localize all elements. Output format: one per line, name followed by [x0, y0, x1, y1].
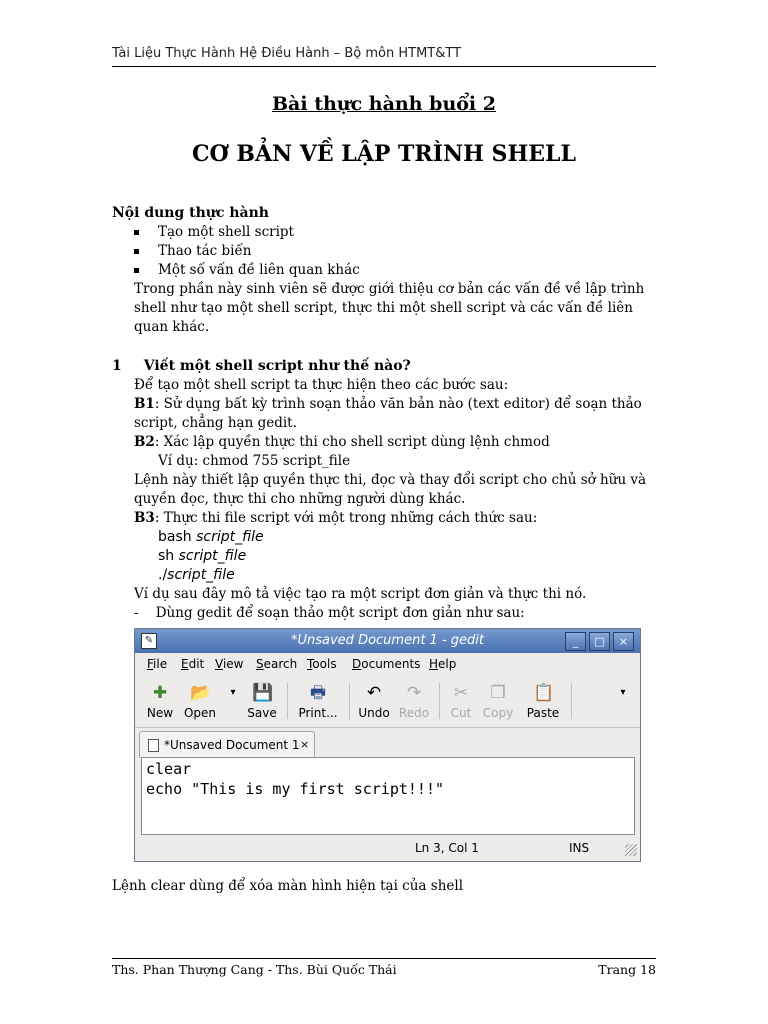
intro-paragraph: Trong phần này sinh viên sẽ được giới thiệu cơ bản các vấn đề về lập trình shell như tạo một shell script, thực thi một shell script và các vấn đề liên quan khác.	[134, 281, 645, 335]
window-title: *Unsaved Document 1 - gedit	[291, 633, 484, 648]
section-1-heading	[112, 357, 656, 376]
step-b2-label: B2	[134, 434, 155, 450]
command-line	[112, 566, 656, 585]
command-line	[112, 547, 656, 566]
tool-label: Copy	[482, 706, 514, 720]
print-button[interactable]	[295, 683, 341, 720]
chevron-down-icon: ▾	[620, 687, 626, 698]
command-line	[112, 528, 656, 547]
menu-search[interactable]	[256, 657, 297, 671]
list-item-text: Một số vấn đề liên quan khác	[158, 262, 360, 278]
step-b3	[112, 509, 656, 528]
close-window-button[interactable]: ×	[613, 632, 634, 651]
tool-label: Paste	[526, 706, 560, 720]
running-header: Tài Liệu Thực Hành Hệ Điều Hành – Bộ môn HTMT&TT	[112, 46, 462, 61]
menu-documents[interactable]	[352, 657, 420, 671]
gedit-window	[134, 628, 641, 862]
menu-rest: ocuments	[361, 657, 421, 671]
tab-close-icon[interactable]: ×	[300, 738, 310, 751]
menu-mnemonic: V	[215, 657, 223, 671]
footer-page-number: Trang 18	[598, 962, 656, 977]
menu-rest: earch	[263, 657, 298, 671]
tool-label: Save	[247, 706, 277, 720]
menu-rest: ools	[312, 657, 337, 671]
main-title: CƠ BẢN VỀ LẬP TRÌNH SHELL	[192, 141, 576, 167]
menu-bar	[135, 653, 640, 675]
new-document-icon: ✚	[152, 683, 168, 703]
menu-mnemonic: E	[181, 657, 189, 671]
toolbar-overflow-button[interactable]	[613, 683, 627, 706]
menu-rest: elp	[438, 657, 457, 671]
example-intro: Ví dụ sau đây mô tả việc tạo ra một script đơn giản và thực thi nó.	[134, 586, 587, 602]
menu-rest: dit	[188, 657, 205, 671]
copy-icon: ❐	[490, 683, 506, 703]
content-heading: Nội dung thực hành	[112, 205, 269, 221]
step-b1-label: B1	[134, 396, 155, 412]
text-editor-area[interactable]	[141, 757, 635, 835]
new-button[interactable]	[143, 683, 177, 720]
tab-unsaved-document-1[interactable]	[139, 731, 315, 758]
document-tab-strip	[135, 729, 640, 757]
footer-authors: Ths. Phan Thượng Cang - Ths. Bùi Quốc Thái	[112, 962, 397, 977]
cursor-position: Ln 3, Col 1	[415, 841, 479, 855]
minimize-button[interactable]: _	[565, 632, 586, 651]
tool-label: New	[146, 706, 174, 720]
copy-button[interactable]	[481, 683, 515, 720]
bullet-icon	[134, 230, 139, 235]
window-titlebar[interactable]	[135, 629, 640, 653]
menu-mnemonic: S	[256, 657, 264, 671]
cut-button[interactable]	[447, 683, 475, 720]
tool-label: Print...	[298, 706, 338, 720]
open-folder-icon: 📂	[190, 683, 212, 703]
content-section	[112, 204, 656, 337]
menu-view[interactable]	[215, 657, 243, 671]
toolbar-separator	[439, 683, 440, 719]
section-1-title: Viết một shell script như thế nào?	[143, 358, 411, 374]
menu-mnemonic: T	[307, 657, 313, 671]
undo-button[interactable]	[357, 683, 391, 720]
toolbar-separator	[287, 683, 288, 719]
menu-mnemonic: D	[352, 657, 362, 671]
step-b2-example: Ví dụ: chmod 755 script_file	[158, 453, 351, 469]
step-b2	[112, 433, 656, 452]
save-disk-icon: 💾	[252, 683, 274, 703]
header-rule	[112, 66, 656, 67]
content-bullet-list	[112, 223, 656, 280]
list-item	[112, 261, 656, 280]
maximize-button[interactable]: □	[589, 632, 610, 651]
command-name: ./	[158, 567, 168, 583]
dash-item: - Dùng gedit để soạn thảo một script đơn giản như sau:	[134, 605, 525, 621]
gedit-app-icon[interactable]: ✎	[141, 633, 157, 649]
section-1-number: 1	[112, 358, 122, 374]
redo-icon: ↷	[406, 683, 422, 703]
document-icon	[148, 739, 159, 752]
tool-label: Redo	[398, 706, 430, 720]
list-item-text: Thao tác biến	[158, 243, 252, 259]
toolbar-separator	[571, 683, 572, 719]
menu-mnemonic: H	[429, 657, 439, 671]
resize-grip-icon[interactable]	[625, 844, 637, 856]
status-bar	[135, 837, 640, 859]
menu-rest: iew	[222, 657, 244, 671]
tab-label: *Unsaved Document 1	[164, 738, 300, 752]
menu-tools[interactable]	[307, 657, 337, 671]
cut-icon: ✂	[453, 683, 469, 703]
tool-label: Undo	[358, 706, 390, 720]
section-1-lead: Để tạo một shell script ta thực hiện theo các bước sau:	[134, 377, 509, 393]
step-b3-label: B3	[134, 510, 155, 526]
menu-help[interactable]	[429, 657, 456, 671]
step-b1-text: : Sử dụng bất kỳ trình soạn thảo văn bản nào (text editor) để soạn thảo script, chẳng hạn gedit.	[134, 396, 642, 431]
toolbar	[135, 677, 640, 728]
redo-button[interactable]	[397, 683, 431, 720]
command-arg: script_file	[167, 567, 235, 583]
command-arg: script_file	[196, 529, 264, 545]
section-1	[112, 357, 656, 623]
list-item-text: Tạo một shell script	[158, 224, 294, 240]
after-text: Lệnh clear dùng để xóa màn hình hiện tại của shell	[112, 878, 464, 894]
open-button[interactable]	[181, 683, 219, 720]
tool-label: Cut	[450, 706, 472, 720]
insert-mode-indicator: INS	[569, 841, 590, 855]
list-item	[112, 242, 656, 261]
editor-line: echo "This is my first script!!!"	[146, 780, 445, 798]
lesson-title: Bài thực hành buổi 2	[272, 93, 496, 115]
chevron-down-icon: ▾	[230, 687, 236, 698]
editor-line: clear	[146, 760, 192, 778]
toolbar-separator	[349, 683, 350, 719]
bullet-icon	[134, 268, 139, 273]
menu-file[interactable]	[147, 657, 167, 671]
command-name: sh	[158, 548, 179, 564]
menu-edit[interactable]	[181, 657, 204, 671]
printer-icon: 🖶	[309, 683, 327, 703]
list-item	[112, 223, 656, 242]
save-button[interactable]	[245, 683, 279, 720]
bullet-icon	[134, 249, 139, 254]
tool-label: Open	[183, 706, 217, 720]
paste-icon: 📋	[533, 683, 555, 703]
footer-rule	[112, 958, 656, 959]
step-b3-text: : Thực thi file script với một trong những cách thức sau:	[154, 510, 538, 526]
command-name: bash	[158, 529, 197, 545]
command-arg: script_file	[178, 548, 247, 564]
open-dropdown-button[interactable]	[223, 683, 237, 706]
step-b1	[112, 395, 656, 433]
menu-mnemonic: F	[147, 657, 154, 671]
paste-button[interactable]	[523, 683, 563, 720]
step-b2-explain: Lệnh này thiết lập quyền thực thi, đọc và thay đổi script cho chủ sở hữu và quyền đọc, thực thi cho những người dùng khác.	[134, 472, 647, 507]
step-b2-text: : Xác lập quyền thực thi cho shell script dùng lệnh chmod	[154, 434, 550, 450]
undo-icon: ↶	[366, 683, 382, 703]
menu-rest: ile	[153, 657, 168, 671]
